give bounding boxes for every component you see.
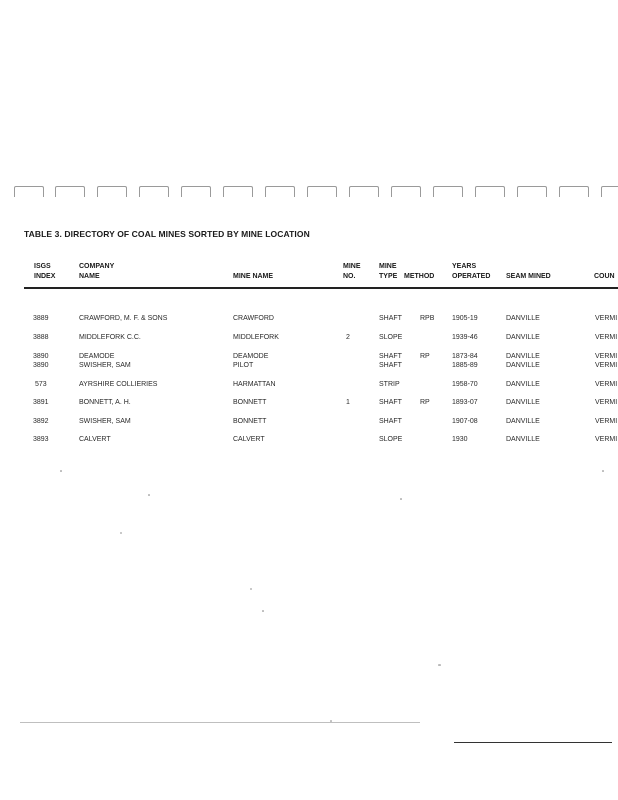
cell-mine-no: 2 [346,334,350,341]
header-mine-no-line1: MINE [343,263,361,270]
cell-mine-type: SHAFT [379,353,402,360]
scan-speck [262,610,264,612]
cell-method: RPB [420,315,435,322]
header-years-operated [452,262,490,282]
cell-seam: DANVILLE [506,418,540,425]
cell-years: 1939-46 [452,334,478,341]
cell-index: 3890 [33,353,49,360]
header-company-line1: COMPANY [79,263,115,270]
header-isgs-line1: ISGS [34,263,51,270]
cell-county: VERMI [595,381,618,388]
header-rule [24,287,618,289]
cell-index: 3892 [33,418,49,425]
cell-index: 573 [35,381,47,388]
cell-method: RP [420,353,430,360]
header-company-line2: NAME [79,273,100,280]
header-mine-type-line2: TYPE [379,273,398,280]
cell-mine-name: CRAWFORD [233,315,274,322]
header-mine-no [343,262,361,282]
scan-speck [602,470,604,472]
header-mine-type-line1: MINE [379,263,397,270]
cell-seam: DANVILLE [506,362,540,369]
cell-county: VERMI [595,436,618,443]
cell-seam: DANVILLE [506,436,540,443]
cell-mine-name: DEAMODE [233,353,269,360]
header-seam-mined: SEAM MINED [506,273,551,280]
cell-mine-name: CALVERT [233,436,265,443]
header-mine-name: MINE NAME [233,273,274,280]
cell-mine-type: SHAFT [379,315,402,322]
header-isgs-line2: INDEX [34,273,56,280]
header-years-line1: YEARS [452,263,477,270]
cell-method: RP [420,399,430,406]
cell-years: 1958-70 [452,381,478,388]
cell-index: 3890 [33,362,49,369]
header-company-name [79,262,114,282]
scan-speck [120,532,122,534]
cell-index: 3889 [33,315,49,322]
scan-speck [400,498,402,500]
scan-speck [60,470,62,472]
cell-mine-type: SLOPE [379,334,403,341]
header-mine-type [379,262,397,282]
cell-years: 1930 [452,436,468,443]
cell-mine-no: 1 [346,399,350,406]
cell-mine-name: BONNETT [233,399,267,406]
header-county: COUN [594,273,615,280]
cell-seam: DANVILLE [506,353,540,360]
cell-county: VERMI [595,315,618,322]
cell-county: VERMI [595,353,618,360]
cell-county: VERMI [595,418,618,425]
table-title: TABLE 3. DIRECTORY OF COAL MINES SORTED BY MINE LOCATION [24,229,310,239]
cell-mine-type: SLOPE [379,436,403,443]
cell-company: CALVERT [79,436,111,443]
cell-mine-type: SHAFT [379,418,402,425]
cell-mine-name: HARMATTAN [233,381,276,388]
cell-company: BONNETT, A. H. [79,399,131,406]
cell-company: SWISHER, SAM [79,418,131,425]
cell-years: 1873-84 [452,353,478,360]
cell-mine-type: SHAFT [379,399,402,406]
header-mine-no-line2: NO. [343,273,356,280]
header-isgs-index [34,262,55,282]
cell-mine-name: PILOT [233,362,254,369]
cell-mine-type: STRIP [379,381,400,388]
cell-index: 3893 [33,436,49,443]
cell-company: SWISHER, SAM [79,362,131,369]
scan-speck [148,494,150,496]
cell-seam: DANVILLE [506,381,540,388]
scan-bottom-line [20,722,420,723]
binder-marks [14,186,614,200]
cell-county: VERMI [595,362,618,369]
scan-bottom-rule [454,742,612,743]
header-method: METHOD [404,273,435,280]
cell-years: 1907-08 [452,418,478,425]
cell-county: VERMI [595,334,618,341]
cell-index: 3888 [33,334,49,341]
cell-years: 1893-07 [452,399,478,406]
cell-years: 1885-89 [452,362,478,369]
cell-company: AYRSHIRE COLLIERIES [79,381,158,388]
cell-mine-name: BONNETT [233,418,267,425]
header-years-line2: OPERATED [452,273,491,280]
cell-company: CRAWFORD, M. F. & SONS [79,315,168,322]
cell-years: 1905-19 [452,315,478,322]
cell-seam: DANVILLE [506,399,540,406]
cell-company: MIDDLEFORK C.C. [79,334,141,341]
cell-mine-name: MIDDLEFORK [233,334,279,341]
cell-seam: DANVILLE [506,315,540,322]
cell-county: VERMI [595,399,618,406]
cell-company: DEAMODE [79,353,115,360]
cell-index: 3891 [33,399,49,406]
scan-speck [250,588,252,590]
scan-speck [438,664,441,666]
cell-mine-type: SHAFT [379,362,402,369]
cell-seam: DANVILLE [506,334,540,341]
